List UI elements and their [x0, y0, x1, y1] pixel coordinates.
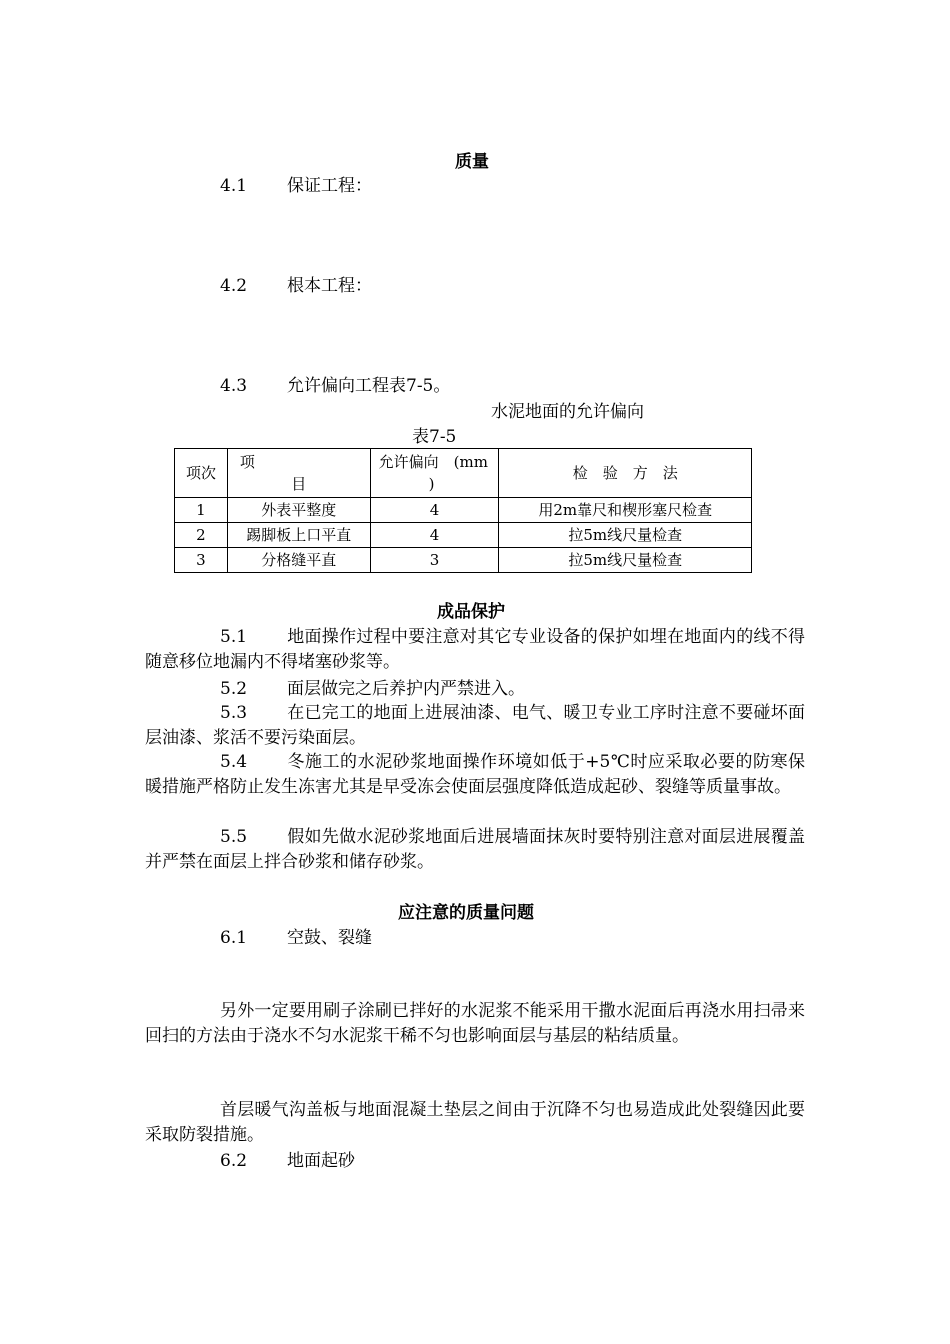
list-item-6-2 [220, 1149, 355, 1173]
header-item-top: 项 [239, 453, 255, 471]
header-cell-tolerance [370, 449, 499, 498]
header-cell-method: 检 验 方 法 [499, 449, 752, 498]
cell-item: 踢脚板上口平直 [227, 523, 370, 548]
item-number: 5.1 [220, 627, 248, 647]
cell-tolerance: 4 [370, 498, 499, 523]
list-item-6-1 [220, 926, 372, 950]
cell-no: 1 [175, 498, 228, 523]
cell-no: 3 [175, 548, 228, 573]
item-number: 5.4 [220, 752, 248, 772]
cell-no: 2 [175, 523, 228, 548]
paragraph-5-2 [145, 677, 805, 702]
item-text: 在已完工的地面上进展油漆、电气、暖卫专业工序时注意不要碰坏面层油漆、浆活不要污染面层。 [145, 703, 805, 748]
list-item-4-2 [220, 274, 372, 298]
cell-tolerance: 4 [370, 523, 499, 548]
item-text: 空鼓、裂缝 [287, 928, 372, 948]
item-number: 5.3 [220, 703, 248, 723]
cell-item: 分格缝平直 [227, 548, 370, 573]
item-text: 冬施工的水泥砂浆地面操作环境如低于+5℃时应采取必要的防寒保暖措施严格防止发生冻害尤其是早受冻会使面层强度降低造成起砂、裂缝等质量事故。 [145, 752, 805, 797]
header-item-bottom: 目 [291, 475, 307, 493]
item-number: 4.3 [220, 376, 248, 396]
header-cell-item [227, 449, 370, 498]
item-number: 6.1 [220, 928, 248, 948]
item-number: 5.5 [220, 827, 248, 847]
table-row [175, 498, 752, 523]
header-tolerance-bottom: ) [428, 475, 435, 493]
section-title-quality-issues: 应注意的质量问题 [398, 903, 534, 923]
paragraph-5-3 [145, 701, 805, 750]
list-item-4-3 [220, 374, 450, 398]
section-title-quality: 质量 [455, 152, 489, 172]
item-number: 6.2 [220, 1151, 248, 1171]
paragraph-trench-cover: 首层暖气沟盖板与地面混凝土垫层之间由于沉降不匀也易造成此处裂缝因此要采取防裂措施。 [145, 1100, 805, 1145]
item-text: 允许偏向工程表7-5。 [287, 376, 451, 396]
paragraph-5-5 [145, 825, 805, 874]
cell-method: 用2m靠尺和楔形塞尺检查 [499, 498, 752, 523]
table-row [175, 548, 752, 573]
section-title-product-protection: 成品保护 [437, 602, 505, 622]
cell-tolerance: 3 [370, 548, 499, 573]
header-tolerance-top: 允许偏向 (mm [378, 453, 488, 471]
list-item-4-1 [220, 174, 372, 198]
item-text: 保证工程： [287, 176, 372, 196]
item-text: 根本工程： [287, 276, 372, 296]
item-text: 假如先做水泥砂浆地面后进展墙面抹灰时要特别注意对面层进展覆盖并严禁在面层上拌合砂浆和储存砂浆。 [145, 827, 805, 872]
tolerance-table [174, 448, 752, 573]
table-caption: 水泥地面的允许偏向 [491, 402, 644, 422]
item-number: 4.2 [220, 276, 248, 296]
table-header-row [175, 449, 752, 498]
item-text: 地面起砂 [287, 1151, 355, 1171]
paragraph-brush-slurry: 另外一定要用刷子涂刷已拌好的水泥浆不能采用干撒水泥面后再浇水用扫帚来回扫的方法由于浇水不匀水泥浆干稀不匀也影响面层与基层的粘结质量。 [145, 1001, 805, 1046]
cell-method: 拉5m线尺量检查 [499, 523, 752, 548]
header-cell-no: 项次 [175, 449, 228, 498]
item-number: 5.2 [220, 679, 248, 699]
item-text: 地面操作过程中要注意对其它专业设备的保护如埋在地面内的线不得随意移位地漏内不得堵塞砂浆等。 [145, 627, 805, 672]
item-number: 4.1 [220, 176, 248, 196]
item-text: 面层做完之后养护内严禁进入。 [287, 679, 525, 699]
paragraph-5-4 [145, 750, 805, 799]
table-row [175, 523, 752, 548]
cell-item: 外表平整度 [227, 498, 370, 523]
cell-method: 拉5m线尺量检查 [499, 548, 752, 573]
table-label: 表7-5 [412, 427, 457, 447]
paragraph-5-1 [145, 625, 805, 674]
